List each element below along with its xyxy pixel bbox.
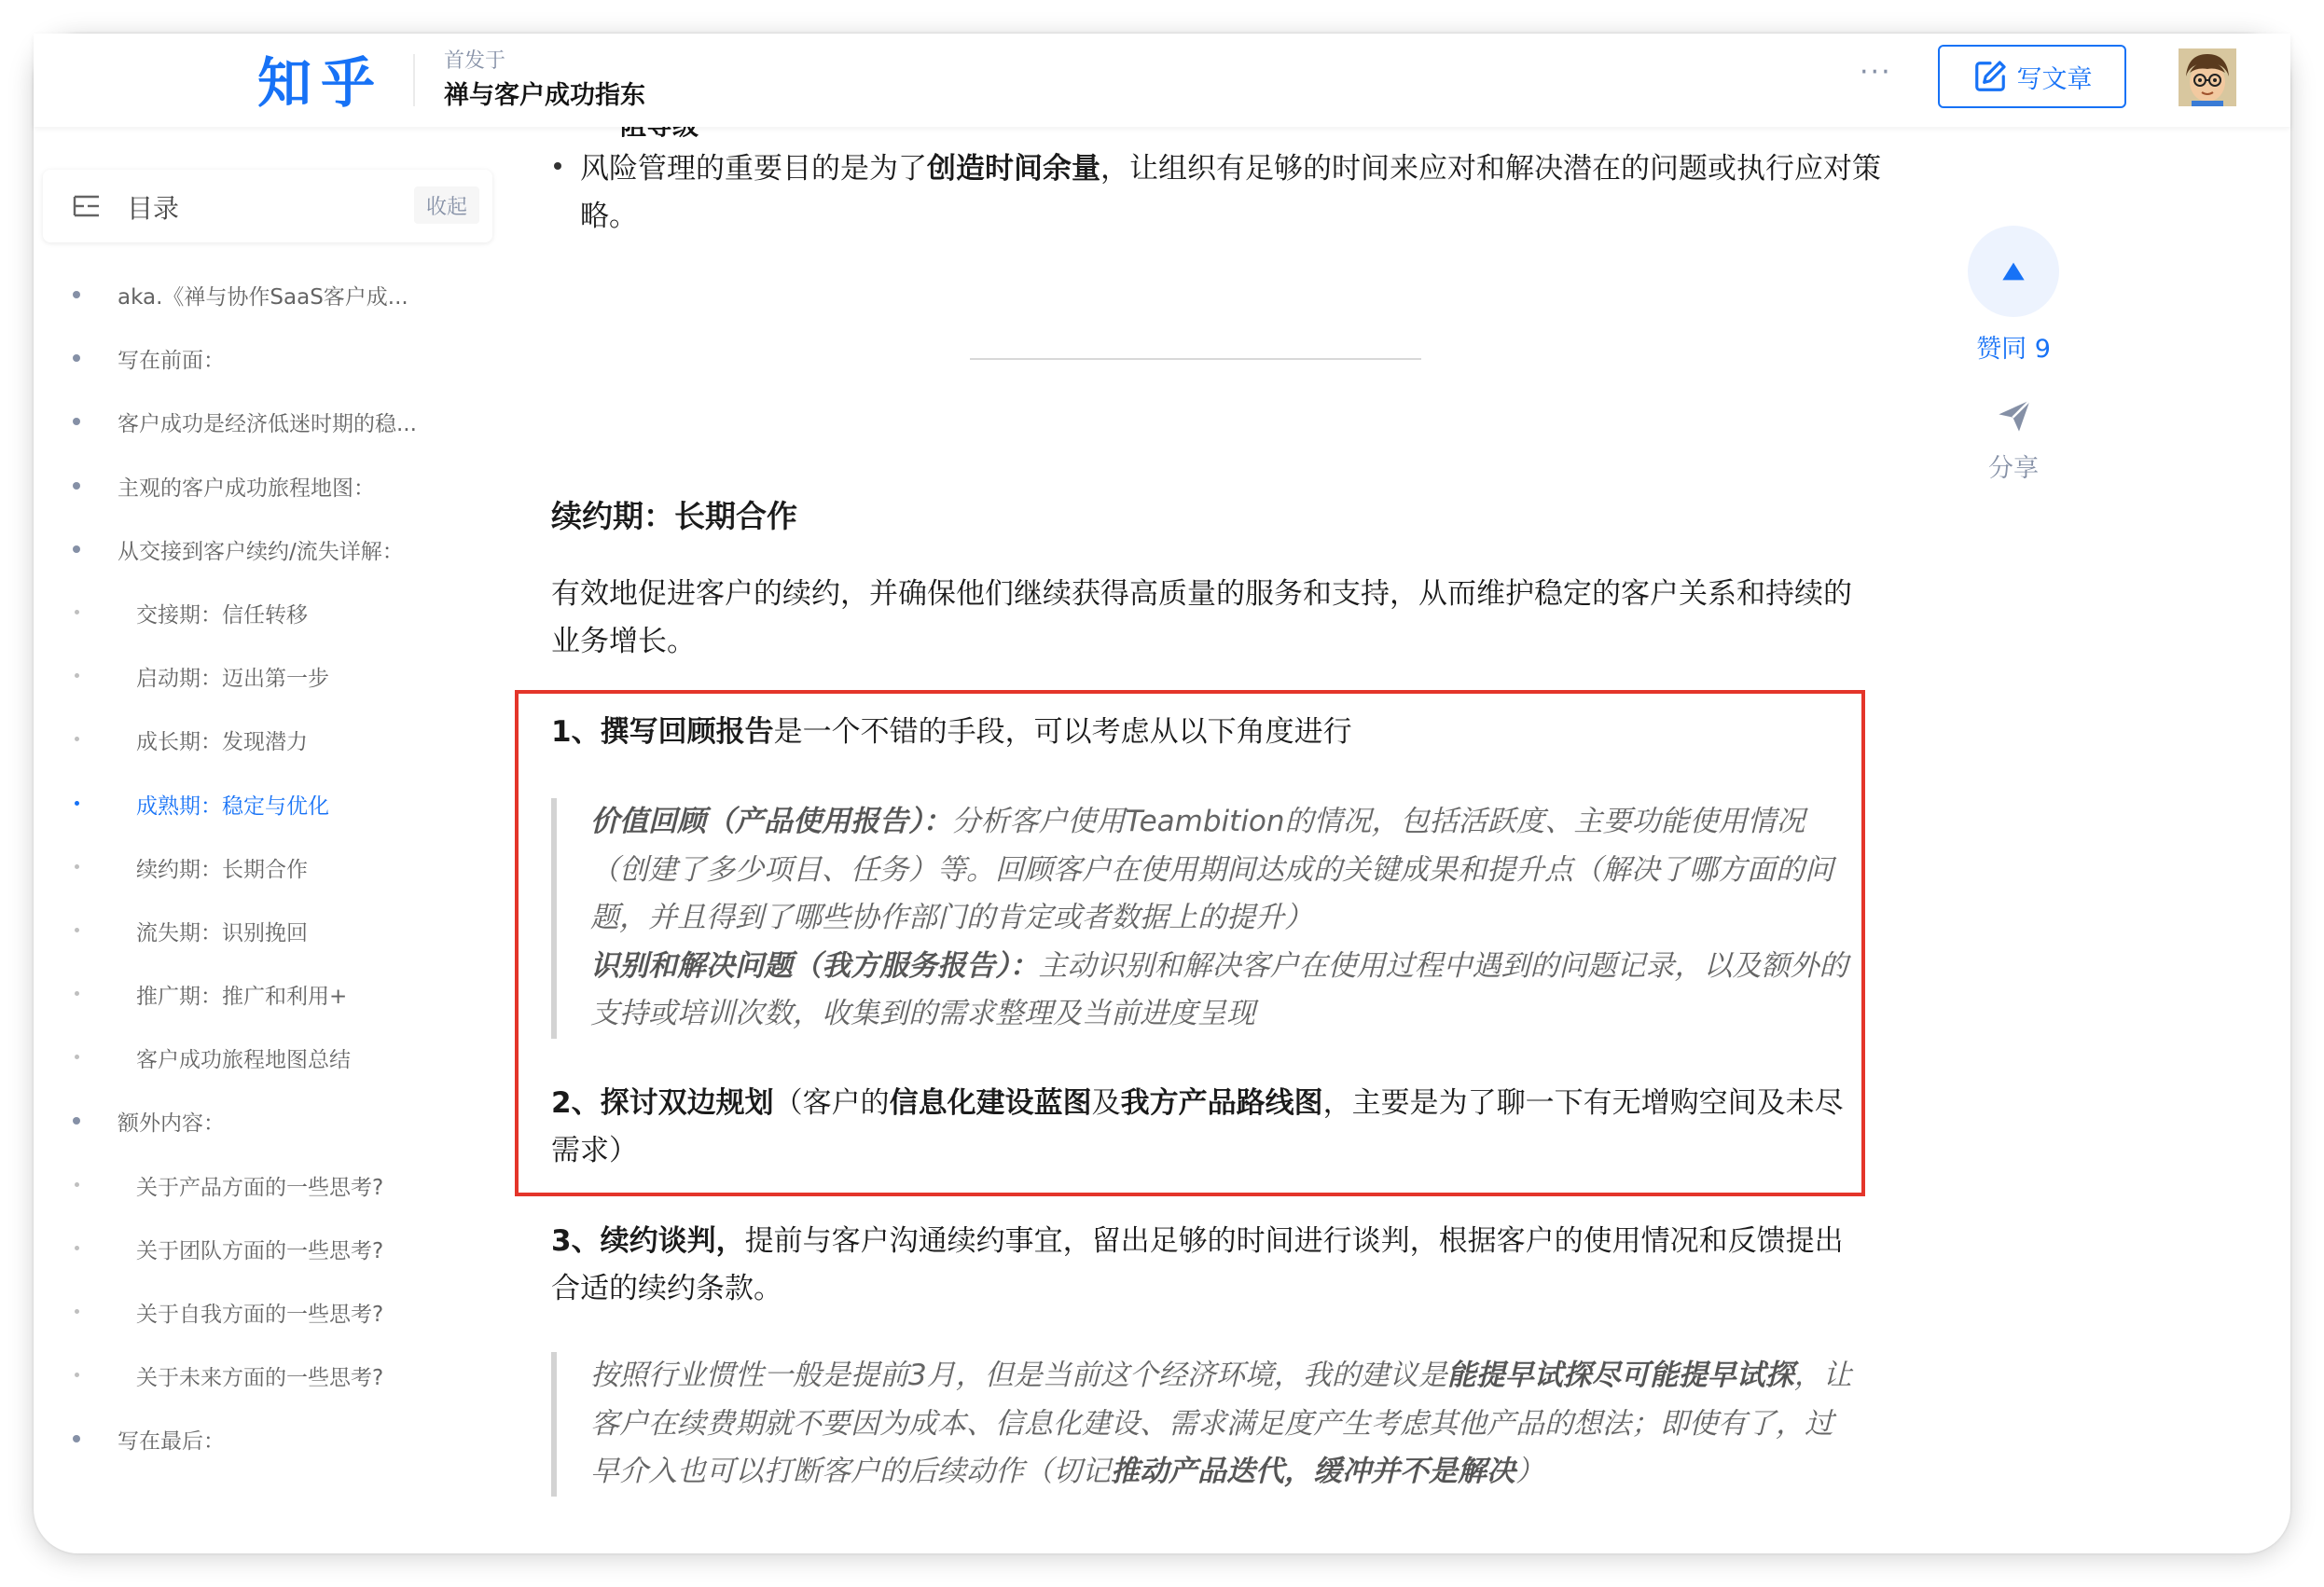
- quote-bold: 价值回顾（产品使用报告）：: [590, 805, 952, 838]
- point-3-paragraph: [551, 1218, 1866, 1313]
- toc-subitem[interactable]: 推广期：推广和利用+: [34, 979, 500, 1042]
- edit-icon: [1972, 59, 2008, 94]
- column-name-link[interactable]: 禅与客户成功指东: [444, 81, 645, 110]
- intro-paragraph: 有效地促进客户的续约，并确保他们继续获得高质量的服务和支持，从而维护稳定的客户关系和持续的业务增长。: [551, 577, 1852, 658]
- toc-bullet: [75, 801, 79, 806]
- toc-bullet: [75, 991, 79, 996]
- bullet-marker: [554, 162, 561, 170]
- quote-bold: 识别和解决问题（我方服务报告）：: [590, 948, 1039, 983]
- toc-item[interactable]: 写在最后：: [34, 1424, 500, 1487]
- toc-bullet: [73, 482, 80, 490]
- triangle-up-icon: [2000, 258, 2027, 284]
- avatar-icon: [2179, 48, 2236, 106]
- toc-item[interactable]: 额外内容：: [34, 1106, 500, 1169]
- toc-title: 目录: [127, 193, 180, 224]
- toc-subitem[interactable]: 续约期：长期合作: [34, 852, 500, 916]
- toc-subitem[interactable]: 交接期：信任转移: [34, 598, 500, 661]
- bullet-bold-text: 创造时间余量: [927, 152, 1100, 186]
- risk-management-bullet: [580, 145, 1886, 241]
- toc-item[interactable]: 写在前面：: [34, 343, 500, 407]
- share-label[interactable]: 分享: [1988, 454, 2039, 483]
- toc-bullet: [75, 1309, 79, 1314]
- toc-bullet: [73, 1117, 80, 1125]
- point-1-text: 是一个不错的手段，可以考虑从以下角度进行: [773, 715, 1352, 749]
- section-heading: 续约期：长期合作: [551, 498, 797, 534]
- browser-window: [34, 34, 2290, 1553]
- toc-bullet: [75, 673, 79, 678]
- list-icon: [73, 194, 101, 218]
- toc-subitem-active[interactable]: 成熟期：稳定与优化: [34, 789, 500, 852]
- quote-bold: 能提早试探尽可能提早试探: [1446, 1359, 1794, 1392]
- toc-item[interactable]: 从交接到客户续约/流失详解：: [34, 534, 500, 598]
- point-3-bold: 3、续约谈判，: [551, 1224, 745, 1258]
- section-divider: [970, 358, 1421, 360]
- toc-bullet: [75, 1182, 79, 1187]
- toc-bullet: [75, 1055, 79, 1059]
- point-2-text: 及: [1091, 1086, 1121, 1120]
- toc-item[interactable]: 主观的客户成功旅程地图：: [34, 471, 500, 534]
- upvote-button[interactable]: [1968, 226, 2059, 317]
- upvote-count-label[interactable]: 赞同 9: [1976, 335, 2051, 364]
- toc-subitem[interactable]: 启动期：迈出第一步: [34, 661, 500, 724]
- point-1-prefix: 1、: [551, 715, 601, 749]
- toc-subitem[interactable]: 关于团队方面的一些思考?: [34, 1234, 500, 1297]
- toc-subitem[interactable]: 客户成功旅程地图总结: [34, 1042, 500, 1106]
- point-2-text: ，主要是为了聊一下有无增购空间及未尽需求）: [551, 1086, 1844, 1167]
- toc-bullet: [73, 1435, 80, 1442]
- red-highlight-box: [515, 690, 1865, 1196]
- published-label: 首发于: [444, 49, 506, 73]
- blockquote-renewal-advice: [551, 1352, 1857, 1497]
- quote-text: ，让客户在续费期就不要因为成本、信息化建设、需求满足度产生考虑其他产品的想法；即使有了，过早介入也可以打断客户的后续动作（切记: [590, 1359, 1852, 1488]
- quote-text: 分析客户使用Teambition的情况，包括活跃度、主要功能使用情况（创建了多少项目、任务）等。回顾客户在使用期间达成的关键成果和提升点（解决了哪方面的问题，并且得到了哪些协作部门的肯定或者数据上的提升）: [590, 805, 1833, 934]
- toc-bullet: [73, 418, 80, 425]
- toc-item[interactable]: 客户成功是经济低迷时期的稳...: [34, 407, 500, 470]
- user-avatar[interactable]: [2179, 48, 2236, 106]
- write-article-button[interactable]: [1938, 45, 2126, 108]
- toc-subitem[interactable]: 关于产品方面的一些思考?: [34, 1170, 500, 1234]
- quote-text: 按照行业惯性一般是提前3月，但是当前这个经济环境，我的建议是: [590, 1359, 1447, 1392]
- bullet-text: 风险管理的重要目的是为了: [580, 152, 927, 186]
- toc-bullet: [73, 291, 80, 298]
- quote-bold: 推动产品迭代，缓冲并不是解决: [1111, 1455, 1515, 1488]
- toc-collapse-button[interactable]: 收起: [414, 186, 479, 224]
- toc-subitem[interactable]: 关于未来方面的一些思考?: [34, 1360, 500, 1424]
- point-2-bold: 信息化建设蓝图: [889, 1086, 1092, 1120]
- toc-header: [43, 170, 492, 242]
- top-header: [34, 34, 2290, 127]
- toc-bullet: [73, 354, 80, 362]
- zhihu-logo[interactable]: 知乎: [257, 51, 385, 115]
- toc-bullet: [75, 1246, 79, 1250]
- point-2-bold: 2、探讨双边规划: [551, 1086, 774, 1120]
- bullet-text-tail: ，让组织有足够的时间来应对和解决潜在的问题或执行应对策略。: [580, 152, 1881, 233]
- share-icon[interactable]: [1996, 397, 2033, 435]
- write-article-label: 写文章: [2016, 64, 2093, 94]
- point-2-text: （客户的: [773, 1086, 890, 1120]
- toc-subitem[interactable]: 成长期：发现潜力: [34, 724, 500, 788]
- quote-text: 主动识别和解决客户在使用过程中遇到的问题记录，以及额外的支持或培训次数，收集到的需求整理及当前进度呈现: [590, 948, 1848, 1030]
- toc-subitem[interactable]: 关于自我方面的一些思考?: [34, 1297, 500, 1360]
- toc-bullet: [73, 545, 80, 553]
- point-1-bold: 撰写回顾报告: [600, 715, 774, 749]
- toc-bullet: [75, 1373, 79, 1377]
- toc-bullet: [75, 928, 79, 932]
- toc-bullet: [75, 864, 79, 869]
- header-divider: [413, 54, 415, 106]
- toc-item[interactable]: aka.《禅与协作SaaS客户成...: [34, 280, 500, 343]
- point-2-bold: 我方产品路线图: [1120, 1086, 1323, 1120]
- more-options-button[interactable]: ···: [1860, 56, 1892, 89]
- toc-bullet: [75, 737, 79, 741]
- toc-list: [34, 280, 500, 1488]
- toc-subitem[interactable]: 流失期：识别挽回: [34, 916, 500, 979]
- point-3-text: 提前与客户沟通续约事宜，留出足够的时间进行谈判，根据客户的使用情况和反馈提出合适的续约条款。: [551, 1224, 1844, 1305]
- toc-bullet: [75, 610, 79, 614]
- quote-text: ）: [1515, 1455, 1544, 1488]
